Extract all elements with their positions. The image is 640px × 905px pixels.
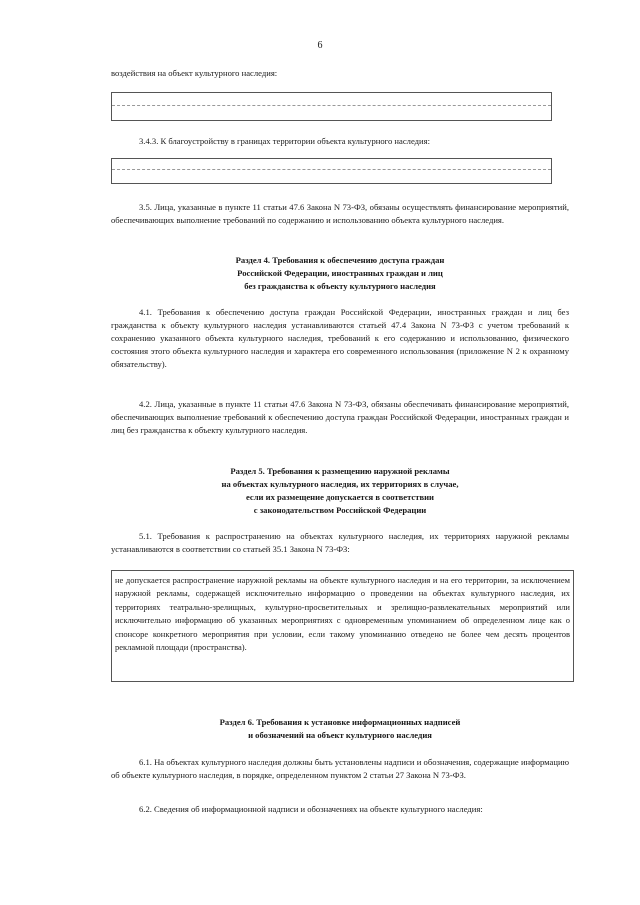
empty-field-box-1: [111, 92, 552, 121]
section-5-title-line: на объектах культурного наследия, их территориях в случае,: [221, 479, 459, 489]
section-5-title: [111, 465, 569, 517]
item-3-4-3: 3.4.3. К благоустройству в границах территории объекта культурного наследия:: [139, 136, 430, 146]
item-5-1: 5.1. Требования к распространению на объектах культурного наследия, их территориях наружной рекламы устанавливаются в соответствии со статьей 35.1 Закона N 73-ФЗ:: [111, 531, 569, 554]
section-5-title-line: если их размещение допускается в соответствии: [245, 492, 435, 502]
item-4-2: 4.2. Лица, указанные в пункте 11 статьи 47.6 Закона N 73-ФЗ, обязаны обеспечивать финансирование мероприятий, обеспечивающих выполнение требований к обеспечению доступа граждан Российской Федерации, иностранных граждан и лиц без гражданства к объекту культурного наследия.: [111, 399, 569, 435]
section-5-title-line: с законодательством Российской Федерации: [253, 505, 427, 515]
section-4-title-line: Раздел 4. Требования к обеспечению доступа граждан: [235, 255, 445, 265]
item-6-2: 6.2. Сведения об информационной надписи и обозначениях на объекте культурного наследия:: [139, 804, 483, 814]
intro-line: воздействия на объект культурного наследия:: [111, 68, 278, 78]
item-4-1: 4.1. Требования к обеспечению доступа граждан Российской Федерации, иностранных граждан и лиц без гражданства к объекту культурного наследия устанавливаются статьей 47.4 Закона N 73-ФЗ с учетом требований к сохранению указанного объекта культурного наследия, требований к его содержанию и использованию, физического состояния этого объекта культурного наследия и характера его современного использования (приложение N 2 к охранному обязательству).: [111, 307, 569, 369]
section-4-title-line: без гражданства к объекту культурного наследия: [244, 281, 436, 291]
item-3-5: 3.5. Лица, указанные в пункте 11 статьи 47.6 Закона N 73-ФЗ, обязаны осуществлять финансирование мероприятий, обеспечивающих выполнение требований по содержанию и использованию объекта культурного наследия.: [111, 202, 569, 225]
section-4-title-line: Российской Федерации, иностранных граждан и лиц: [237, 268, 443, 278]
advertising-requirement-text: не допускается распространение наружной рекламы на объекте культурного наследия и на его территории, за исключением наружной рекламы, содержащей исключительно информацию о проведении на объектах культурного наследия, их территориях театрально-зрелищных, культурно-просветительных и зрелищно-развлекательных мероприятий или исключительно информацию об указанных мероприятиях с одновременным упоминанием об определенном лице как о спонсоре конкретного мероприятия при условии, если такому упоминанию отведено не более чем десять процентов рекламной площади (пространства).: [115, 575, 570, 653]
section-6-title: [111, 716, 569, 742]
section-4-title: [111, 254, 569, 293]
empty-field-box-2: [111, 158, 552, 184]
item-6-1: 6.1. На объектах культурного наследия должны быть установлены надписи и обозначения, содержащие информацию об объекте культурного наследия, в порядке, определенном пунктом 2 статьи 27 Закона N 73-ФЗ.: [111, 757, 569, 780]
section-5-title-line: Раздел 5. Требования к размещению наружной рекламы: [230, 466, 450, 476]
section-6-title-line: и обозначений на объект культурного наследия: [248, 730, 432, 740]
section-6-title-line: Раздел 6. Требования к установке информационных надписей: [219, 717, 461, 727]
page-number: 6: [317, 40, 323, 51]
